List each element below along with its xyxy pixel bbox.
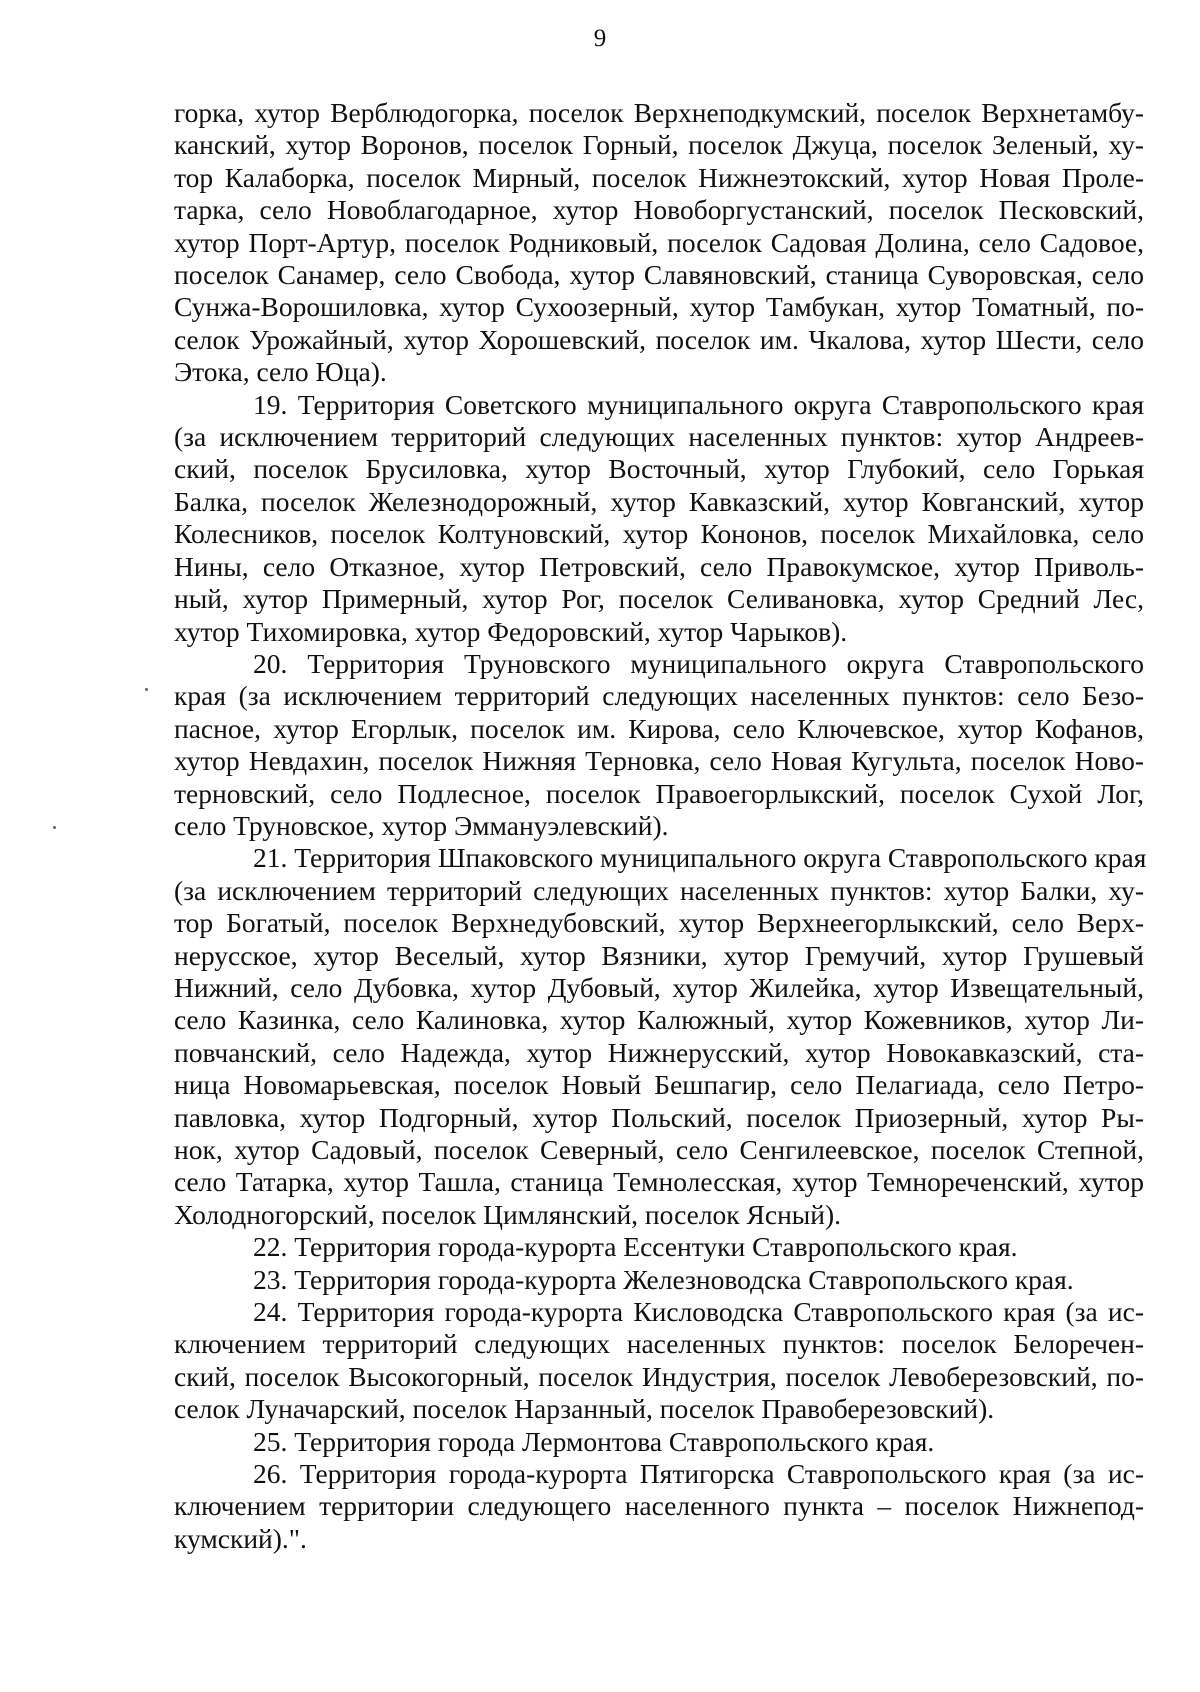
text-line: ский, поселок Высокогорный, поселок Индустрия, поселок Левоберезовский, по- [174, 1360, 1144, 1392]
text-line: тор Богатый, поселок Верхнедубовский, хутор Верхнеегорлыкский, село Верх- [174, 907, 1144, 939]
text-line: горка, хутор Верблюдогорка, поселок Верхнеподкумский, поселок Верхнетамбу- [174, 97, 1144, 128]
text-line: Холодногорский, поселок Цимлянский, поселок Ясный). [174, 1198, 842, 1230]
text-line: канский, хутор Воронов, поселок Горный, поселок Джуца, поселок Зеленый, ху- [174, 129, 1144, 161]
text-line: пасное, хутор Егорлык, поселок им. Кирова, село Ключевское, хутор Кофанов, [174, 712, 1144, 744]
text-line: (за исключением территорий следующих населенных пунктов: хутор Балки, ху- [174, 874, 1144, 906]
text-line: Нины, село Отказное, хутор Петровский, село Правокумское, хутор Приволь- [174, 550, 1144, 582]
paragraph-item-23 [174, 1264, 1144, 1296]
text-line: Нижний, село Дубовка, хутор Дубовый, хутор Жилейка, хутор Извещательный, [174, 971, 1144, 1003]
scan-speck [145, 688, 148, 691]
text-line: нок, хутор Садовый, поселок Северный, село Сенгилеевское, поселок Степной, [174, 1134, 1144, 1165]
text-line: 25. Территория города Лермонтова Ставропольского края. [253, 1425, 935, 1457]
text-line: Этока, село Юца). [174, 356, 387, 388]
text-line: село Татарка, хутор Ташла, станица Темнолесская, хутор Темнореченский, хутор [174, 1166, 1144, 1198]
text-line: тарка, село Новоблагодарное, хутор Новоборгустанский, поселок Песковский, [174, 194, 1144, 226]
paragraph-item-19 [174, 389, 1144, 648]
text-line: 19. Территория Советского муниципального округа Ставропольского края [253, 388, 1144, 420]
text-line: ключением территории следующего населенного пункта – поселок Нижнепод- [174, 1490, 1144, 1522]
paragraph-item-20 [174, 648, 1144, 842]
text-line: 20. Территория Труновского муниципального округа Ставропольского [253, 647, 1144, 679]
text-line: 26. Территория города-курорта Пятигорска Ставропольского края (за ис- [253, 1458, 1144, 1490]
text-line: Сунжа-Ворошиловка, хутор Сухоозерный, хутор Тамбукан, хутор Томатный, по- [174, 291, 1144, 323]
text-line: ключением территорий следующих населенных пунктов: поселок Белоречен- [174, 1328, 1144, 1360]
paragraph-item-26 [174, 1458, 1144, 1555]
paragraph-item-24 [174, 1296, 1144, 1426]
text-line: тор Калаборка, поселок Мирный, поселок Нижнеэтокский, хутор Новая Проле- [174, 161, 1144, 193]
text-line: поселок Санамер, село Свобода, хутор Славяновский, станица Суворовская, село [174, 259, 1144, 291]
text-line: хутор Порт-Артур, поселок Родниковый, поселок Садовая Долина, село Садовое, [174, 226, 1144, 258]
scan-speck [53, 826, 56, 829]
text-line: хутор Тихомировка, хутор Федоровский, хутор Чарыков). [174, 615, 848, 647]
text-line: село Казинка, село Калиновка, хутор Калюжный, хутор Кожевников, хутор Ли- [174, 1004, 1144, 1036]
text-line: терновский, село Подлесное, поселок Правоегорлыкский, поселок Сухой Лог, [174, 777, 1144, 809]
text-line: ница Новомарьевская, поселок Новый Бешпагир, село Пелагиада, село Петро- [174, 1069, 1144, 1101]
text-line: края (за исключением территорий следующих населенных пунктов: село Безо- [174, 680, 1144, 712]
text-line: Балка, поселок Железнодорожный, хутор Кавказский, хутор Ковганский, хутор [174, 485, 1144, 517]
page-number: 9 [593, 25, 607, 52]
text-line: 24. Территория города-курорта Кисловодска Ставропольского края (за ис- [253, 1296, 1144, 1328]
text-line: 23. Территория города-курорта Железноводска Ставропольского края. [253, 1263, 1074, 1295]
text-line: ский, поселок Брусиловка, хутор Восточный, хутор Глубокий, село Горькая [174, 453, 1144, 485]
paragraph-item-21 [174, 842, 1147, 1231]
paragraph-item-25 [174, 1426, 1144, 1458]
text-line: село Труновское, хутор Эммануэлевский). [174, 809, 669, 841]
text-line: селок Луначарский, поселок Нарзанный, поселок Правоберезовский). [174, 1393, 995, 1425]
text-line: павловка, хутор Подгорный, хутор Польский, поселок Приозерный, хутор Ры- [174, 1101, 1144, 1133]
text-line: кумский).". [174, 1522, 307, 1554]
text-line: повчанский, село Надежда, хутор Нижнерусский, хутор Новокавказский, ста- [174, 1036, 1144, 1068]
text-line: (за исключением территорий следующих населенных пунктов: хутор Андреев- [174, 421, 1144, 453]
paragraph-continuation [174, 97, 1144, 389]
text-line: Колесников, поселок Колтуновский, хутор Кононов, поселок Михайловка, село [174, 518, 1144, 550]
paragraph-item-22 [174, 1231, 1144, 1263]
document-body [174, 97, 1147, 1555]
text-line: 21. Территория Шпаковского муниципального округа Ставропольского края [253, 842, 1147, 874]
text-line: 22. Территория города-курорта Ессентуки Ставропольского края. [253, 1231, 1018, 1263]
text-line: нерусское, хутор Веселый, хутор Вязники, хутор Гремучий, хутор Грушевый [174, 939, 1144, 971]
text-line: селок Урожайный, хутор Хорошевский, поселок им. Чкалова, хутор Шести, село [174, 323, 1144, 355]
text-line: ный, хутор Примерный, хутор Рог, поселок Селивановка, хутор Средний Лес, [174, 583, 1144, 615]
text-line: хутор Невдахин, поселок Нижняя Терновка, село Новая Кугульта, поселок Ново- [174, 745, 1144, 777]
